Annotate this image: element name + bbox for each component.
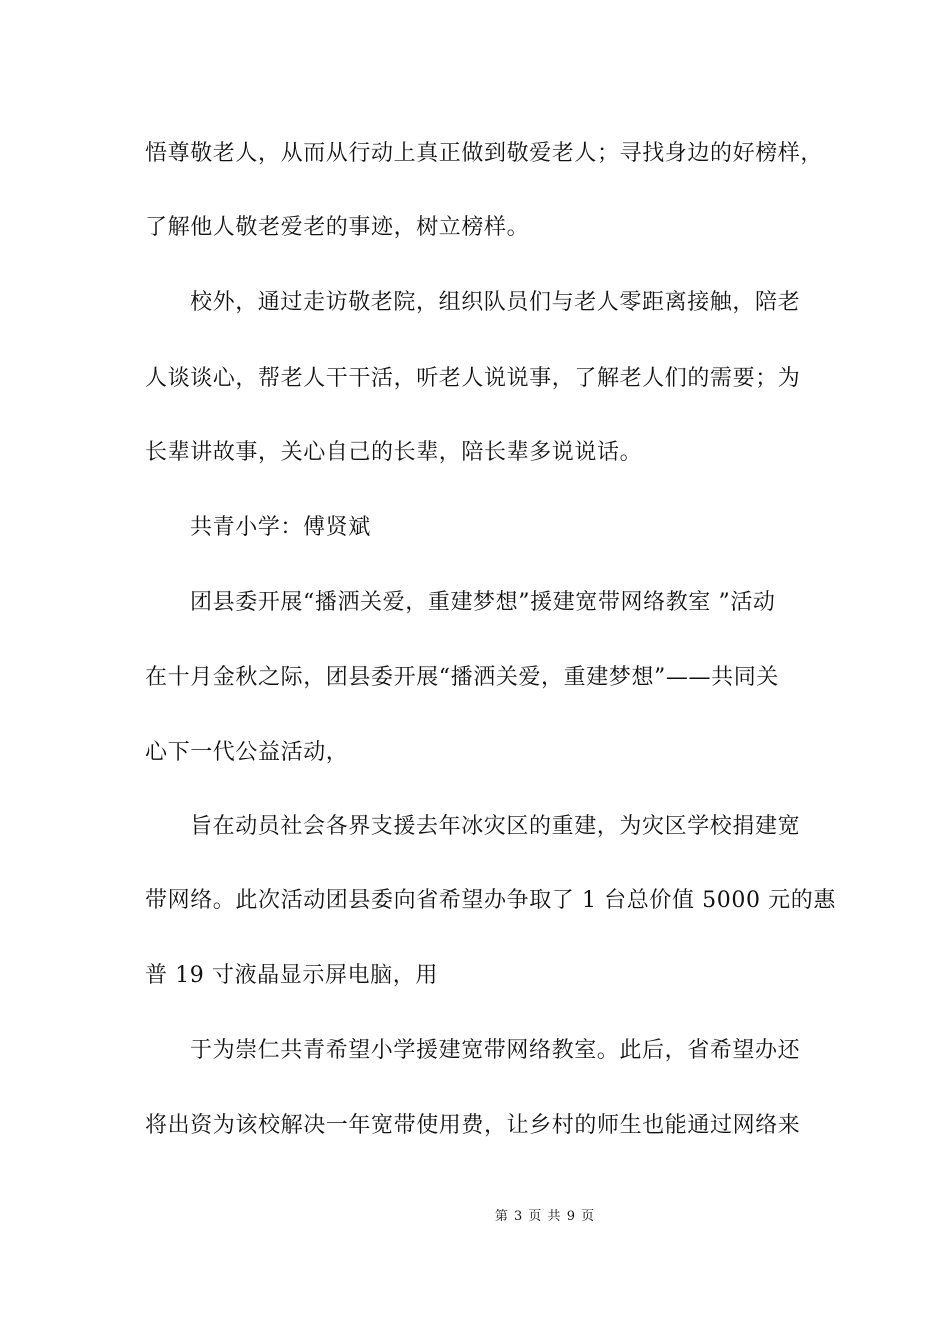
text-line-7: 团县委开展“播洒关爱，重建梦想”援建宽带网络教室 ”活动 xyxy=(190,590,776,615)
text-line-6: 共青小学：傅贤斌 xyxy=(190,515,371,540)
text-line-14: 将出资为该校解决一年宽带使用费，让乡村的师生也能通过网络来 xyxy=(145,1113,801,1138)
text-line-10: 旨在动员社会各界支援去年冰灾区的重建，为灾区学校捐建宽 xyxy=(190,814,801,839)
text-line-1: 悟尊敬老人，从而从行动上真正做到敬爱老人；寻找身边的好榜样， xyxy=(145,141,824,166)
page-number-footer: 第 3 页 共 9 页 xyxy=(494,1209,596,1224)
text-line-13: 于为崇仁共青希望小学援建宽带网络教室。此后，省希望办还 xyxy=(190,1038,801,1063)
text-line-3: 校外，通过走访敬老院，组织队员们与老人零距离接触，陪老 xyxy=(190,290,801,315)
text-line-9: 心下一代公益活动， xyxy=(145,740,349,765)
text-line-12: 普 19 寸液晶显示屏电脑，用 xyxy=(145,963,438,988)
text-line-11: 带网络。此次活动团县委向省希望办争取了 1 台总价值 5000 元的惠 xyxy=(145,888,836,913)
text-line-8: 在十月金秋之际，团县委开展“播洒关爱，重建梦想”——共同关 xyxy=(145,665,779,690)
text-line-5: 长辈讲故事，关心自己的长辈，陪长辈多说说话。 xyxy=(145,440,643,465)
text-line-2: 了解他人敬老爱老的事迹，树立榜样。 xyxy=(145,215,530,240)
text-line-4: 人谈谈心，帮老人干干活，听老人说说事，了解老人们的需要；为 xyxy=(145,366,801,391)
